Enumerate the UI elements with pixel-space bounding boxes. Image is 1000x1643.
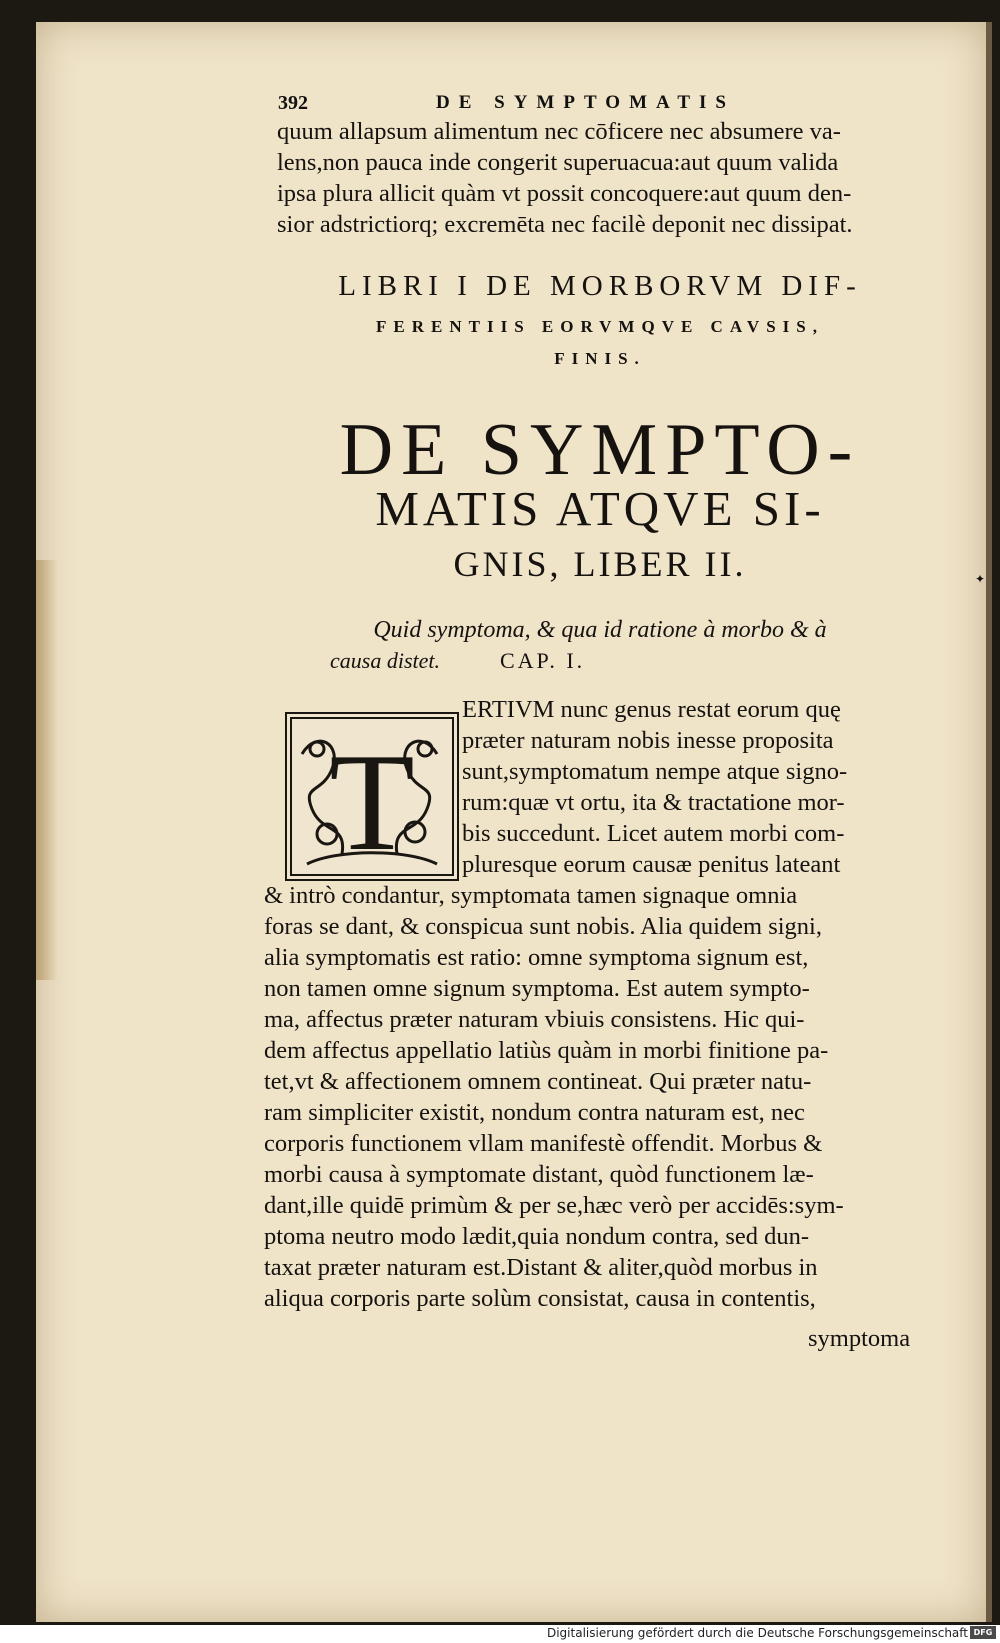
body-line: dant,ille quidē primùm & per se,hæc verò per accidēs:sym- [264,1192,844,1219]
body-line: alia symptomatis est ratio: omne symptoma signum est, [264,944,809,971]
chapter-heading: Quid symptoma, & qua id ratione à morbo & à [373,617,827,643]
body-line: dem affectus appellatio latiùs quàm in morbi finitione pa- [264,1037,829,1064]
body-line: & intrò condantur, symptomata tamen signaque omnia [264,882,798,909]
catchword: symptoma [808,1325,911,1352]
body-line: corporis functionem vllam manifestè offendit. Morbus & [264,1130,823,1157]
body-line: sunt,symptomatum nempe atque signo- [462,758,848,785]
intro-line: lens,non pauca inde congerit superuacua:aut quum valida [277,149,839,176]
chapter-heading-line2 [330,648,585,674]
body-line: aliqua corporis parte solùm consistat, causa in contentis, [264,1285,816,1312]
dfg-logo: DFG [970,1626,996,1639]
body-line: ptoma neutro modo lædit,quia nondum contra, sed dun- [264,1223,810,1250]
body-line: foras se dant, & conspicua sunt nobis. Alia quidem signi, [264,913,822,940]
book-title-line: GNIS, LIBER II. [453,544,747,584]
intro-line: sior adstrictiorq; excremēta nec facilè deponit nec dissipat. [277,211,853,238]
book-end-line: FINIS. [554,349,646,368]
decorated-initial [285,712,459,881]
margin-mark: ✦ [975,572,986,586]
decorated-initial-ornament [287,714,457,879]
body-line: ram simpliciter existit, nondum contra naturam est, nec [264,1099,805,1126]
running-title: DE SYMPTOMATIS [436,92,735,113]
chapter-heading-italic: causa distet. [330,648,440,673]
chapter-number: CAP. I. [500,648,586,673]
initial-letter: T [329,725,415,879]
body-line: præter naturam nobis inesse proposita [462,727,834,754]
body-line: rum:quæ vt ortu, ita & tractatione mor- [462,789,845,816]
body-line: pluresque eorum causæ penitus lateant [462,851,841,878]
body-line: ma, affectus præter naturam vbiuis consistens. Hic qui- [264,1006,805,1033]
page-edge [986,22,992,1622]
book-end-line: LIBRI I DE MORBORVM DIF- [338,270,862,302]
body-line: taxat præter naturam est.Distant & aliter,quòd morbus in [264,1254,818,1281]
body-line: morbi causa à symptomate distant, quòd functionem læ- [264,1161,814,1188]
body-line: bis succedunt. Licet autem morbi com- [462,820,845,847]
book-end-line: FERENTIIS EORVMQVE CAVSIS, [376,317,824,336]
page-stain [36,560,58,980]
body-line: tet,vt & affectionem omnem contineat. Qui præter natu- [264,1068,812,1095]
intro-line: ipsa plura allicit quàm vt possit concoquere:aut quum den- [277,180,852,207]
body-line: non tamen omne signum symptoma. Est autem sympto- [264,975,810,1002]
body-line: ERTIVM nunc genus restat eorum quę [462,696,841,723]
funding-credit: Digitalisierung gefördert durch die Deutsche Forschungsgemeinschaft [546,1626,968,1640]
book-title-line: DE SYMPTO- [339,409,861,491]
intro-line: quum allapsum alimentum nec cōficere nec absumere va- [277,118,841,145]
book-title-line: MATIS ATQVE SI- [375,481,825,536]
page-number: 392 [278,92,308,114]
